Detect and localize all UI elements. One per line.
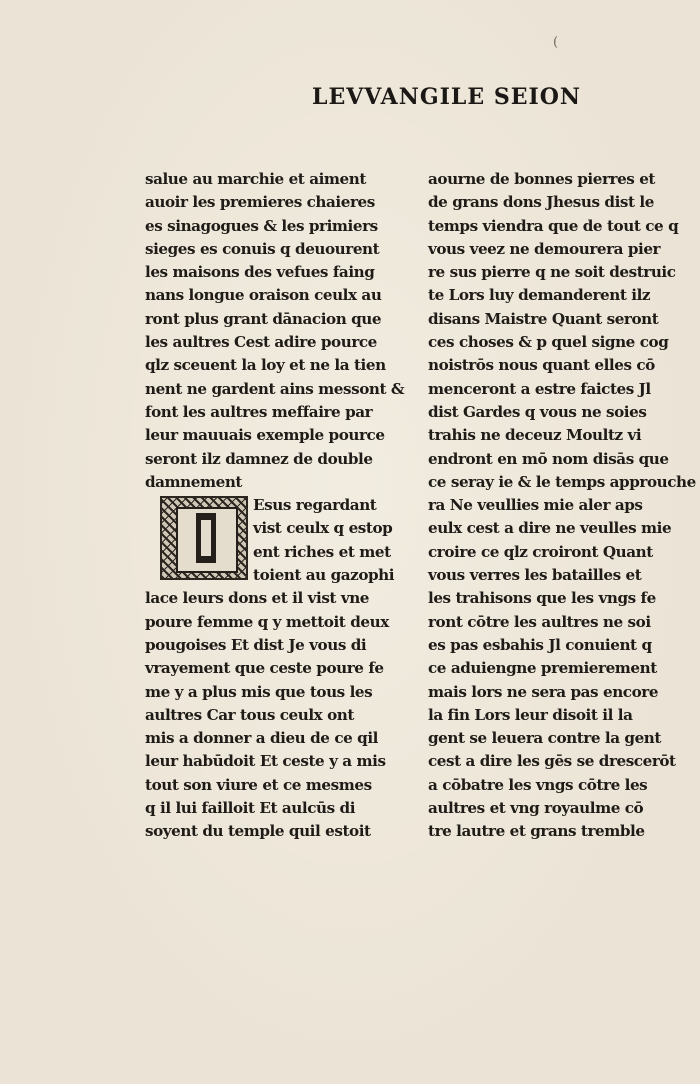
- text-line: les trahisons que les vngs fe: [428, 589, 656, 608]
- text-line: temps viendra que de tout ce q: [428, 216, 679, 235]
- text-line: ront cōtre les aultres ne soi: [428, 612, 651, 631]
- text-line: nent ne gardent ains messont &: [145, 379, 405, 398]
- text-line: disans Maistre Quant seront: [428, 309, 659, 328]
- text-line: tre lautre et grans tremble: [428, 822, 645, 841]
- text-line: es sinagogues & les primiers: [145, 216, 378, 235]
- text-line: me y a plus mis que tous les: [145, 682, 373, 701]
- text-line: eulx cest a dire ne veulles mie: [428, 519, 672, 538]
- text-line: toient au gazophi: [253, 566, 395, 585]
- text-line: font les aultres meffaire par: [145, 402, 373, 421]
- text-line: dist Gardes q vous ne soies: [428, 402, 647, 421]
- text-line: les maisons des vefues faing: [145, 263, 375, 282]
- text-line: noistrōs nous quant elles cō: [428, 356, 655, 375]
- right-text-column: [428, 168, 696, 844]
- text-line: gent se leuera contre la gent: [428, 729, 661, 748]
- text-line: de grans dons Jhesus dist le: [428, 193, 654, 212]
- page-mark: (: [553, 35, 559, 50]
- text-line: vous verres les batailles et: [428, 566, 642, 585]
- text-line: mis a donner a dieu de ce qil: [145, 729, 378, 748]
- text-line: sieges es conuis q deuourent: [145, 239, 380, 258]
- text-line: qlz sceuent la loy et ne la tien: [145, 356, 386, 375]
- text-line: soyent du temple quil estoit: [145, 822, 371, 841]
- text-line: ce aduiengne premierement: [428, 659, 657, 678]
- text-line: leur mauuais exemple pource: [145, 426, 385, 445]
- text-line: les aultres Cest adire pource: [145, 333, 377, 352]
- text-line: lace leurs dons et il vist vne: [145, 589, 370, 608]
- text-line: leur habūdoit Et ceste y a mis: [145, 752, 386, 771]
- left-text-column: [145, 168, 405, 844]
- text-line: ces choses & p quel signe cog: [428, 333, 669, 352]
- text-line: seront ilz damnez de double: [145, 449, 373, 468]
- text-line: ra Ne veullies mie aler aps: [428, 496, 643, 515]
- text-line: menceront a estre faictes Jl: [428, 379, 651, 398]
- text-line: poure femme q y mettoit deux: [145, 612, 389, 631]
- text-line: ront plus grant dānacion que: [145, 309, 382, 328]
- text-line: la fin Lors leur disoit il la: [428, 705, 633, 724]
- text-line: es pas esbahis Jl conuient q: [428, 635, 652, 654]
- text-line: a cōbatre les vngs cōtre les: [428, 775, 648, 794]
- text-line: aultres Car tous ceulx ont: [145, 705, 354, 724]
- text-line: te Lors luy demanderent ilz: [428, 286, 651, 305]
- text-line: re sus pierre q ne soit destruic: [428, 263, 676, 282]
- text-line: trahis ne deceuz Moultz vi: [428, 426, 642, 445]
- text-line: endront en mō nom disās que: [428, 449, 669, 468]
- text-line: q il lui failloit Et aulcūs di: [145, 799, 356, 818]
- text-line: vous veez ne demourera pier: [428, 239, 661, 258]
- text-line: damnement: [145, 472, 242, 491]
- text-line: aultres et vng royaulme cō: [428, 799, 644, 818]
- text-line: ent riches et met: [253, 542, 391, 561]
- text-line: Esus regardant: [253, 496, 377, 515]
- text-line: salue au marchie et aiment: [145, 170, 366, 188]
- text-line: cest a dire les gēs se drescerōt: [428, 752, 676, 771]
- text-line: mais lors ne sera pas encore: [428, 682, 659, 701]
- text-line: nans longue oraison ceulx au: [145, 286, 382, 305]
- text-line: ce seray ie & le temps approuche: [428, 472, 696, 491]
- text-line: auoir les premieres chaieres: [145, 193, 375, 212]
- running-head: LEVVANGILE SEION: [312, 84, 582, 110]
- text-line: aourne de bonnes pierres et: [428, 170, 655, 188]
- text-line: croire ce qlz croiront Quant: [428, 542, 653, 561]
- text-line: pougoises Et dist Je vous di: [145, 635, 367, 654]
- text-line: vist ceulx q estop: [253, 519, 393, 538]
- text-line: vrayement que ceste poure fe: [145, 659, 384, 678]
- text-line: tout son viure et ce mesmes: [145, 775, 372, 794]
